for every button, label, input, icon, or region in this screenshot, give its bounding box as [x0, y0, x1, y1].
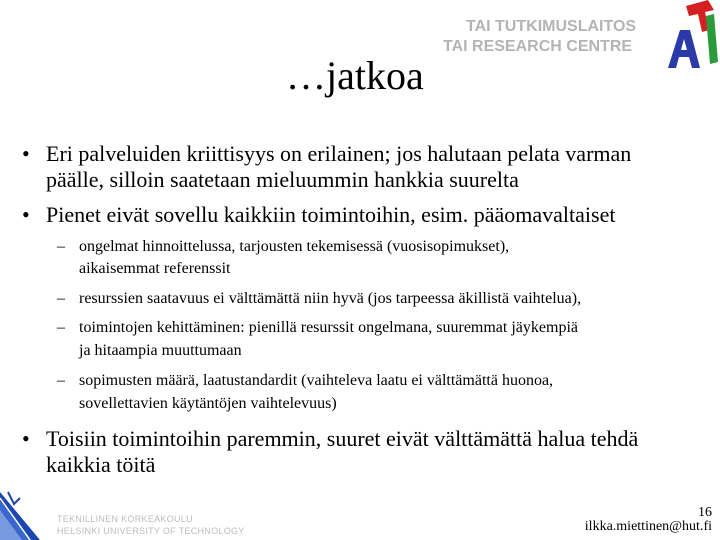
slide-title: …jatkoa — [286, 53, 424, 98]
dash-marker: – — [57, 238, 65, 255]
brand-name-en: TAI RESEARCH CENTRE — [443, 38, 633, 55]
dash-marker: – — [57, 290, 65, 307]
author-email: ilkka.miettinen@hut.fi — [584, 519, 712, 534]
logo-letter-t: T — [658, 0, 659, 1]
footer-institution-en: HELSINKI UNIVERSITY OF TECHNOLOGY — [57, 526, 245, 536]
footer-institution-fi: TEKNILLINEN KORKEAKOULU — [57, 514, 193, 524]
sub-item-2-line-1: resurssien saatavuus ei välttämättä niin hyvä (jos tarpeessa äkillistä vaihtelua), — [79, 290, 582, 307]
sub-item-1-line-1: ongelmat hinnoittelussa, tarjousten tekemisessä (vuosisopimukset), — [79, 238, 510, 255]
bullet-1-line-2: päälle, silloin saatetaan mieluummin hankkia suurelta — [46, 167, 519, 192]
sub-item-3-line-1: toimintojen kehittäminen: pienillä resurssit ongelmana, suuremmat jäykempiä — [79, 319, 578, 336]
sub-item-1-line-2: aikaisemmat referenssit — [79, 260, 231, 277]
bullet-3-line-2: kaikkia töitä — [46, 452, 156, 477]
bullet-2-line-1: Pienet eivät sovellu kaikkiin toimintoihin, esim. pääomavaltaiset — [46, 202, 616, 227]
bullet-3-line-1: Toisiin toimintoihin paremmin, suuret eivät välttämättä halua tehdä — [46, 426, 639, 451]
sub-item-3-line-2: ja hitaampia muuttumaan — [79, 342, 242, 359]
tai-logo-icon — [658, 0, 720, 72]
bullet-1-line-1: Eri palveluiden kriittisyys on erilainen; jos halutaan pelata varman — [46, 141, 632, 166]
page-number: 16 — [698, 505, 712, 520]
bullet-marker: • — [22, 426, 30, 451]
sub-item-4-line-2: sovellettavien käytäntöjen vaihtelevuus) — [79, 395, 337, 412]
brand-name-fi: TAI TUTKIMUSLAITOS — [466, 18, 637, 35]
bullet-marker: • — [22, 202, 30, 227]
dash-marker: – — [57, 372, 65, 389]
bullet-marker: • — [22, 141, 30, 166]
dash-marker: – — [57, 319, 65, 336]
sub-item-4-line-1: sopimusten määrä, laatustandardit (vaihteleva laatu ei välttämättä huonoa, — [79, 372, 554, 389]
